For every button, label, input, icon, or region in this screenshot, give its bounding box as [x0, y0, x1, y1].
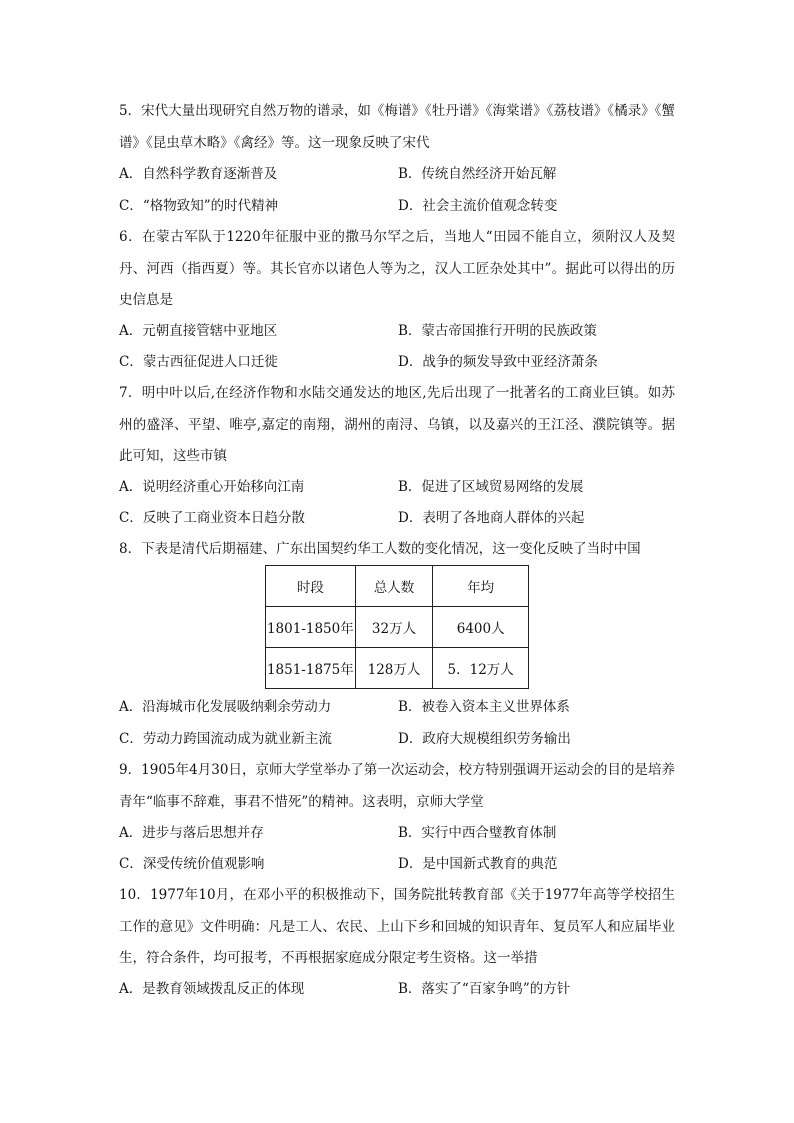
question-6-option-b[interactable]: B．蒙古帝国推行开明的民族政策 — [398, 323, 597, 339]
question-10-option-b[interactable]: B．落实了“百家争鸣”的方针 — [398, 981, 571, 997]
question-7-options-row-1 — [119, 476, 679, 498]
question-6-option-d[interactable]: D．战争的频发导致中亚经济萧条 — [398, 354, 598, 370]
table-header-annual: 年均 — [433, 566, 529, 607]
table-cell: 1851-1875年 — [266, 648, 356, 689]
question-5-option-b[interactable]: B．传统自然经济开始瓦解 — [398, 166, 557, 182]
question-9-option-c[interactable]: C．深受传统价值观影响 — [119, 856, 265, 872]
question-8-option-b[interactable]: B．被卷入资本主义世界体系 — [398, 699, 570, 715]
question-7-option-d[interactable]: D．表明了各地商人群体的兴起 — [398, 510, 585, 526]
question-10-stem: 10．1977年10月，在邓小平的积极推动下，国务院批转教育部《关于1977年高等学校招生工作的意见》文件明确：凡是工人、农民、上山下乡和回城的知识青年、复员军人和应届毕业生，符合条件，均可报考，不再根据家庭成分限定考生资格。这一举措 — [119, 887, 675, 966]
table-cell: 6400人 — [433, 607, 529, 648]
question-6-option-c[interactable]: C．蒙古西征促进人口迁徙 — [119, 354, 278, 370]
table-cell: 128万人 — [355, 648, 433, 689]
table-row — [266, 607, 529, 648]
question-7-option-b[interactable]: B．促进了区域贸易网络的发展 — [398, 479, 584, 495]
question-7-option-c[interactable]: C．反映了工商业资本日趋分散 — [119, 510, 305, 526]
question-7-options-row-2 — [119, 507, 679, 529]
question-9-option-d[interactable]: D．是中国新式教育的典范 — [398, 856, 558, 872]
question-5-option-a[interactable]: A．自然科学教育逐渐普及 — [119, 166, 278, 182]
question-10-options-row-1 — [119, 978, 679, 1000]
question-7-option-a[interactable]: A．说明经济重心开始移向江南 — [119, 479, 305, 495]
question-8-option-d[interactable]: D．政府大规模组织劳务输出 — [398, 731, 571, 747]
question-8-option-c[interactable]: C．劳动力跨国流动成为就业新主流 — [119, 731, 332, 747]
question-8-options-row-2 — [119, 728, 679, 750]
table-header-total: 总人数 — [355, 566, 433, 607]
question-5-option-d[interactable]: D．社会主流价值观念转变 — [398, 198, 558, 214]
question-9-option-a[interactable]: A．进步与落后思想并存 — [119, 825, 264, 841]
question-6-option-a[interactable]: A．元朝直接管辖中亚地区 — [119, 323, 278, 339]
question-5-stem: 5．宋代大量出现研究自然万物的谱录，如《梅谱》《牡丹谱》《海棠谱》《荔枝谱》《橘录》《蟹谱》《昆虫草木略》《禽经》等。这一现象反映了宋代 — [119, 103, 675, 151]
table-cell: 1801-1850年 — [266, 607, 356, 648]
question-9-options-row-2 — [119, 853, 679, 875]
question-6-stem: 6．在蒙古军队于1220年征服中亚的撒马尔罕之后，当地人“田园不能自立，须附汉人及契丹、河西（指西夏）等。其长官亦以诸色人等为之，汉人工匠杂处其中”。据此可以得出的历史信息是 — [119, 229, 675, 308]
question-5-options-row-1 — [119, 163, 679, 185]
question-9-option-b[interactable]: B．实行中西合璧教育体制 — [398, 825, 557, 841]
question-9-options-row-1 — [119, 822, 679, 844]
table-row — [266, 648, 529, 689]
question-5-options-row-2 — [119, 195, 679, 217]
question-8-options-row-1 — [119, 696, 679, 718]
table-header-period: 时段 — [266, 566, 356, 607]
question-8-stem: 8．下表是清代后期福建、广东出国契约华工人数的变化情况，这一变化反映了当时中国 — [119, 541, 641, 557]
question-6-options-row-2 — [119, 351, 679, 373]
table-cell: 5．12万人 — [433, 648, 529, 689]
table-header-row — [266, 566, 529, 607]
contract-laborer-table — [265, 565, 529, 689]
question-8-option-a[interactable]: A．沿海城市化发展吸纳剩余劳动力 — [119, 699, 332, 715]
table-cell: 32万人 — [355, 607, 433, 648]
question-9-stem: 9．1905年4月30日，京师大学堂举办了第一次运动会，校方特别强调开运动会的目的是培养青年“临事不辞难，事君不惜死”的精神。这表明，京师大学堂 — [119, 762, 675, 810]
question-6-options-row-1 — [119, 320, 679, 342]
question-10-option-a[interactable]: A．是教育领域拨乱反正的体现 — [119, 981, 305, 997]
question-7-stem: 7．明中叶以后,在经济作物和水陆交通发达的地区,先后出现了一批著名的工商业巨镇。如苏州的盛泽、平望、唯亭,嘉定的南翔，湖州的南浔、乌镇，以及嘉兴的王江泾、濮院镇等。据此可知，这些市镇 — [119, 385, 675, 464]
question-5-option-c[interactable]: C．“格物致知”的时代精神 — [119, 198, 279, 214]
